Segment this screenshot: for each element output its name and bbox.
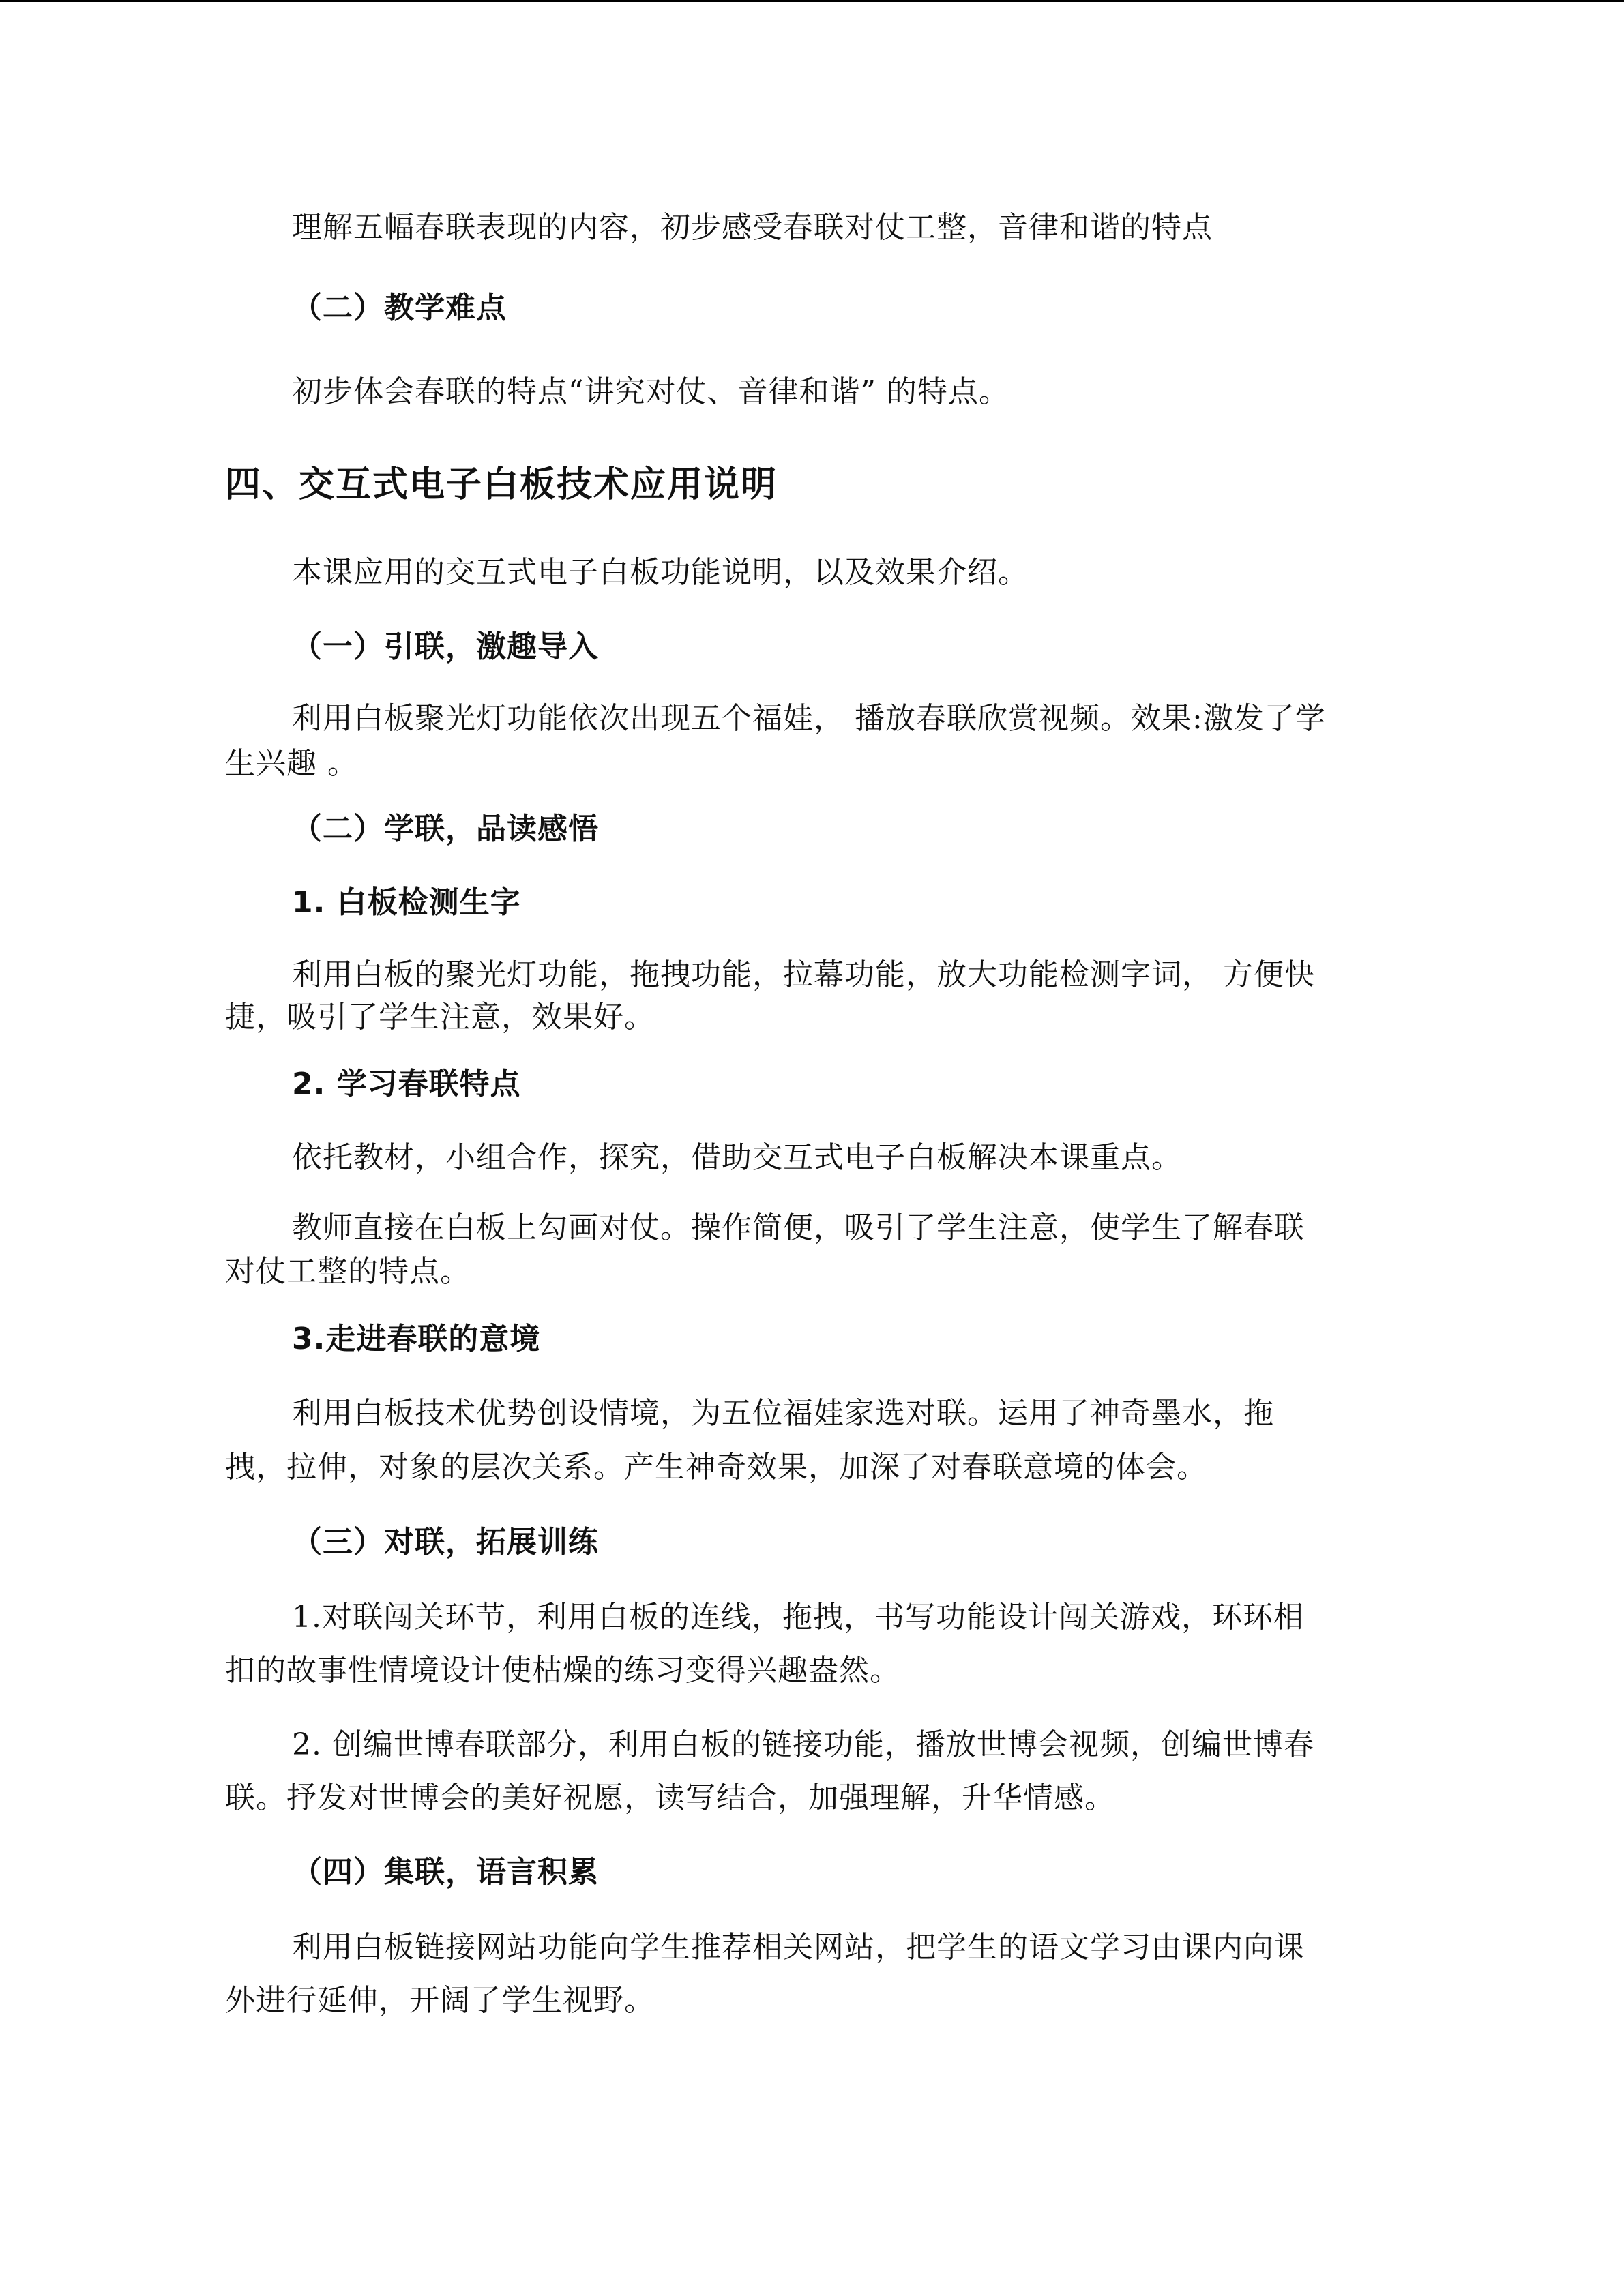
section-heading: 四、交互式电子白板技术应用说明 xyxy=(225,464,778,505)
body-text-line: 联。抒发对世博会的美好祝愿，读写结合，加强理解，升华情感。 xyxy=(225,1780,1115,1815)
body-text-line: 拽，拉伸，对象的层次关系。产生神奇效果，加深了对春联意境的体会。 xyxy=(225,1450,1207,1485)
item-heading: 3.走进春联的意境 xyxy=(292,1322,541,1356)
body-text-line: 捷，吸引了学生注意，效果好。 xyxy=(225,1000,655,1034)
item-heading: 2. 学习春联特点 xyxy=(292,1067,521,1101)
body-text-line: 理解五幅春联表现的内容，初步感受春联对仗工整，音律和谐的特点 xyxy=(292,210,1213,245)
subsection-heading: （三）对联，拓展训练 xyxy=(292,1525,599,1560)
body-text-line: 利用白板聚光灯功能依次出现五个福娃， 播放春联欣赏视频。效果:激发了学 xyxy=(292,701,1326,736)
body-text-line: 依托教材，小组合作，探究，借助交互式电子白板解决本课重点。 xyxy=(292,1140,1182,1175)
body-text-line: 生兴趣 。 xyxy=(225,746,358,781)
body-text-line: 扣的故事性情境设计使枯燥的练习变得兴趣盎然。 xyxy=(225,1653,900,1688)
body-text-line: 初步体会春联的特点“讲究对仗、音律和谐” 的特点。 xyxy=(292,374,1009,409)
body-text-line: 对仗工整的特点。 xyxy=(225,1254,471,1289)
body-text-line: 利用白板链接网站功能向学生推荐相关网站，把学生的语文学习由课内向课 xyxy=(292,1930,1305,1965)
body-text-line: 2. 创编世博春联部分，利用白板的链接功能，播放世博会视频，创编世博春 xyxy=(292,1727,1314,1762)
subsection-heading: （二）教学难点 xyxy=(292,290,507,325)
top-border-rule xyxy=(0,0,1624,2)
item-heading: 1. 白板检测生字 xyxy=(292,885,521,920)
subsection-heading: （四）集联，语言积累 xyxy=(292,1855,599,1890)
subsection-heading: （一）引联，激趣导入 xyxy=(292,629,599,664)
body-text-line: 利用白板的聚光灯功能，拖拽功能，拉幕功能，放大功能检测字词， 方便快 xyxy=(292,957,1315,992)
subsection-heading: （二）学联，品读感悟 xyxy=(292,811,599,846)
body-text-line: 利用白板技术优势创设情境，为五位福娃家选对联。运用了神奇墨水，拖 xyxy=(292,1396,1274,1431)
body-text-line: 教师直接在白板上勾画对仗。操作简便，吸引了学生注意，使学生了解春联 xyxy=(292,1210,1305,1245)
body-text-line: 1.对联闯关环节，利用白板的连线，拖拽，书写功能设计闯关游戏，环环相 xyxy=(292,1600,1304,1635)
body-text-line: 外进行延伸，开阔了学生视野。 xyxy=(225,1983,655,2018)
body-text-line: 本课应用的交互式电子白板功能说明，以及效果介绍。 xyxy=(292,555,1029,590)
